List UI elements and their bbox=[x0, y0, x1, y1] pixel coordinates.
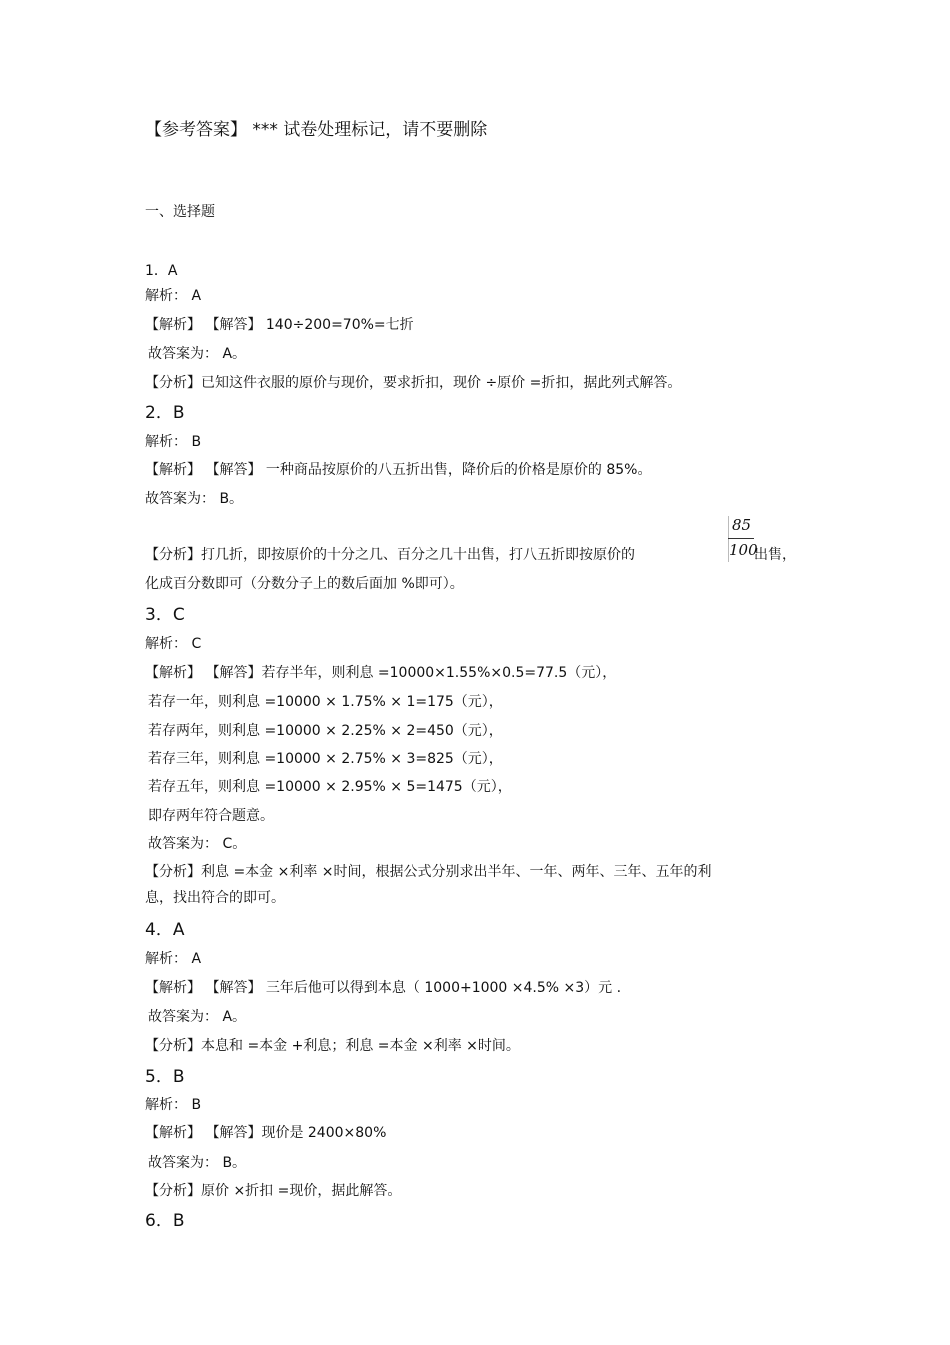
q5-final: 故答案为： B。 bbox=[148, 1155, 247, 1171]
section-heading: 一、选择题 bbox=[145, 204, 215, 220]
q1-explanation: 【分析】已知这件衣服的原价与现价，要求折扣，现价 ÷原价 =折扣，据此列式解答。 bbox=[145, 375, 682, 391]
q3-final: 故答案为： C。 bbox=[148, 836, 247, 852]
q3-calc-1y: 若存一年，则利息 =10000 × 1.75% × 1=175（元）， bbox=[148, 694, 503, 710]
answer-title: 【参考答案】 *** 试卷处理标记，请不要删除 bbox=[145, 120, 488, 140]
q1-analysis: 解析： A bbox=[145, 288, 202, 304]
q4-final: 故答案为： A。 bbox=[148, 1009, 247, 1025]
q6-answer: 6．B bbox=[145, 1211, 185, 1231]
q4-solution: 【解析】 【解答】 三年后他可以得到本息（ 1000+1000 ×4.5% ×3）元 . bbox=[145, 980, 622, 996]
q1-solution: 【解析】 【解答】 140÷200=70%=七折 bbox=[145, 317, 414, 333]
q3-analysis: 解析： C bbox=[145, 636, 202, 652]
q2-explanation-tail: 出售， bbox=[754, 547, 796, 563]
q2-explanation-cont: 化成百分数即可（分数分子上的数后面加 %即可）。 bbox=[145, 576, 464, 592]
fraction-numerator: 85 bbox=[732, 516, 752, 534]
q2-final: 故答案为： B。 bbox=[145, 491, 244, 507]
q4-explanation: 【分析】本息和 =本金 +利息；利息 =本金 ×利率 ×时间。 bbox=[145, 1038, 520, 1054]
q2-answer: 2．B bbox=[145, 403, 185, 423]
q3-explanation-cont: 息，找出符合的即可。 bbox=[145, 890, 285, 906]
fraction-bar bbox=[728, 538, 754, 539]
q3-explanation: 【分析】利息 =本金 ×利率 ×时间，根据公式分别求出半年、一年、两年、三年、五年的利 bbox=[145, 864, 712, 880]
fraction-denominator: 100 bbox=[729, 541, 758, 559]
q3-conclusion: 即存两年符合题意。 bbox=[148, 808, 274, 824]
q3-solution: 【解析】 【解答】若存半年，则利息 =10000×1.55%×0.5=77.5（元）， bbox=[145, 665, 617, 681]
q5-solution: 【解析】 【解答】现价是 2400×80% bbox=[145, 1125, 387, 1141]
q3-calc-3y: 若存三年，则利息 =10000 × 2.75% × 3=825（元）， bbox=[148, 751, 503, 767]
q3-calc-5y: 若存五年，则利息 =10000 × 2.95% × 5=1475（元）， bbox=[148, 779, 512, 795]
q3-answer: 3．C bbox=[145, 605, 185, 625]
q5-answer: 5．B bbox=[145, 1067, 185, 1087]
q1-final: 故答案为： A。 bbox=[148, 346, 247, 362]
q5-analysis: 解析： B bbox=[145, 1097, 202, 1113]
q4-answer: 4．A bbox=[145, 920, 185, 940]
q3-calc-2y: 若存两年，则利息 =10000 × 2.25% × 2=450（元）， bbox=[148, 723, 503, 739]
q4-analysis: 解析： A bbox=[145, 951, 202, 967]
q2-solution: 【解析】 【解答】 一种商品按原价的八五折出售，降价后的价格是原价的 85%。 bbox=[145, 462, 652, 478]
q2-analysis: 解析： B bbox=[145, 434, 202, 450]
q2-explanation: 【分析】打几折，即按原价的十分之几、百分之几十出售，打八五折即按原价的 bbox=[145, 547, 635, 563]
fraction-85-100 bbox=[728, 516, 758, 562]
q1-answer: 1．A bbox=[145, 263, 178, 279]
q5-explanation: 【分析】原价 ×折扣 =现价，据此解答。 bbox=[145, 1183, 402, 1199]
